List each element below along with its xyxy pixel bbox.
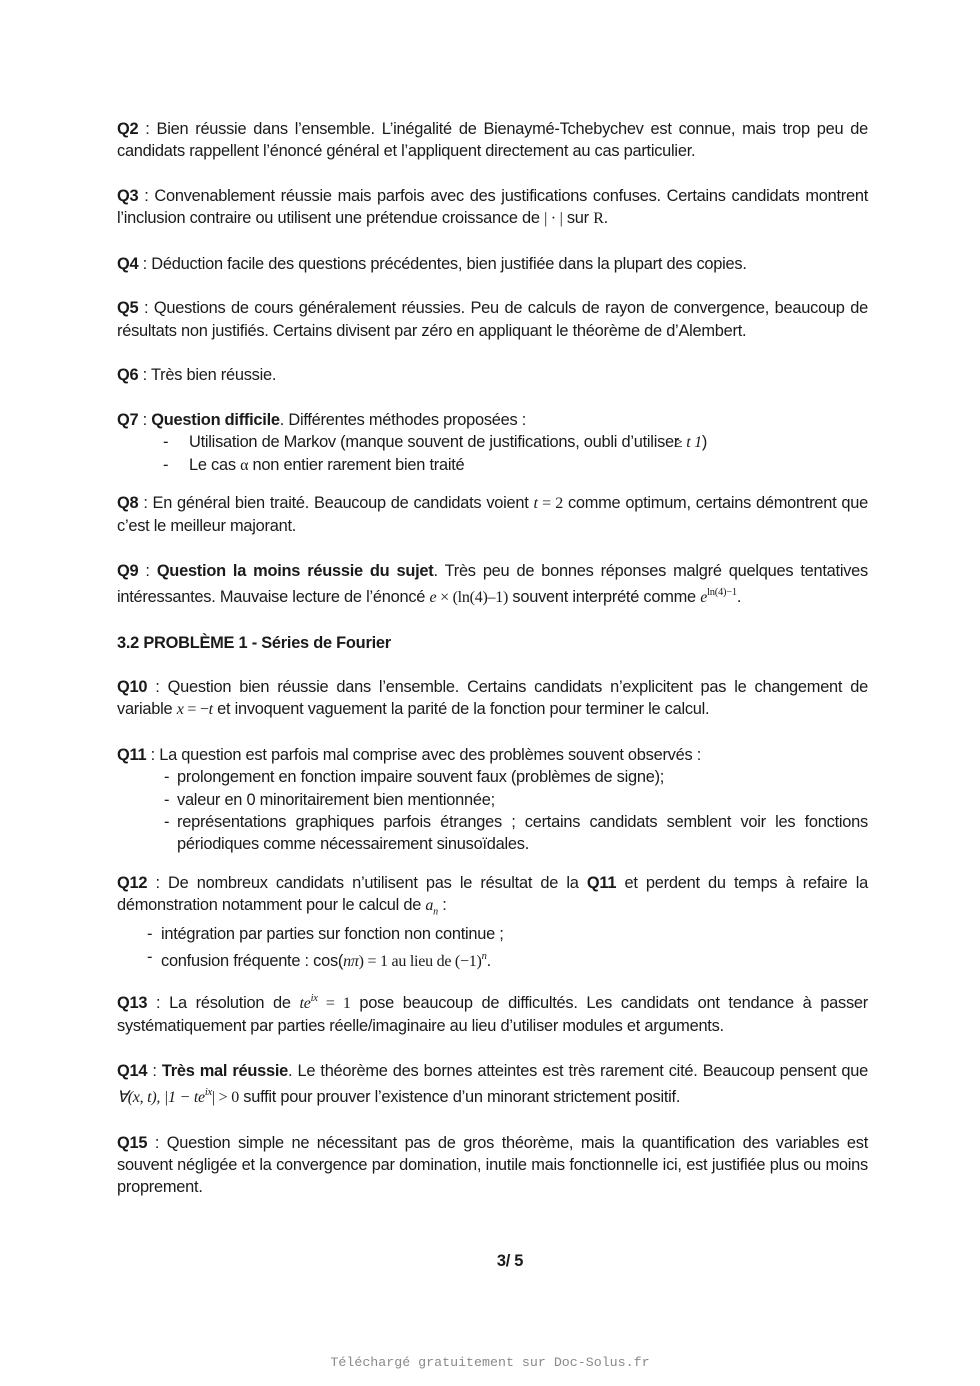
q9-bold: Question la moins réussie du sujet [156, 561, 434, 580]
q5-paragraph [117, 297, 868, 342]
q7-text: . Différentes méthodes proposées : [279, 410, 527, 429]
q13-end: pose beaucoup de difficultés. Les candidats ont tendance à passer systématiquement par parties réelle/imaginaire au lieu d’utiliser modules et arguments. [117, 993, 869, 1036]
dash-bullet: - [147, 947, 153, 966]
q5-text: : Questions de cours généralement réussies. Peu de calculs de rayon de convergence, beaucoup de résultats non justifiés. Certains divisent par zéro en appliquant le théorème de d’Alembert. [117, 299, 868, 340]
q9-end: . [736, 587, 742, 606]
q13-math: te [299, 994, 311, 1012]
q14-end: suffit pour prouver l’existence d’un minorant strictement positif. [238, 1088, 681, 1107]
q9-label: Q9 [117, 561, 139, 580]
q10-math-x: x [176, 701, 184, 719]
q14-label: Q14 [117, 1061, 148, 1080]
dash-bullet: - [147, 925, 153, 944]
q7-sep: : [138, 410, 152, 429]
q7-list [117, 431, 868, 478]
q9-exponent: ln(4)−1 [707, 586, 737, 598]
q11-text: : La question est parfois mal comprise avec des problèmes souvent observés : [146, 746, 702, 765]
q14-paragraph [117, 1060, 868, 1110]
q3-abs-notation: | · | [544, 210, 563, 228]
q12-math-sub: n [433, 906, 438, 918]
q7-alpha: α [240, 457, 249, 475]
q3-text: : Convenablement réussie mais parfois avec des justifications confuses. Certains candidats montrent l’inclusion contraire ou utilisent une prétendue croissance de [117, 186, 868, 228]
q12-item-end: . [486, 951, 491, 970]
q4-label: Q4 [117, 254, 139, 273]
q9-after: souvent interprété comme [508, 587, 701, 606]
page-number: 3/ 5 [496, 1252, 524, 1270]
q10-end: et invoquent vaguement la parité de la fonction pour terminer le calcul. [212, 700, 710, 719]
dash-bullet: - [163, 456, 169, 475]
q7-item-text: Le cas [189, 456, 241, 475]
q9-math-e2: e [700, 588, 708, 606]
q7-list-item [117, 431, 868, 454]
q7-item-math: ≥ t 1 [673, 434, 702, 452]
q8-math-t: t [533, 494, 538, 512]
q12-end: : [437, 895, 447, 914]
q9-math-e: e [429, 588, 437, 606]
q2-label: Q2 [117, 120, 139, 138]
q11-list-item [117, 789, 868, 811]
q12-item-text: confusion fréquente : cos( [161, 951, 344, 970]
q9-math: × (ln(4)–1) [436, 588, 509, 606]
dash-bullet: - [164, 768, 170, 787]
q7-label: Q7 [117, 410, 139, 429]
q6-text: : Très bien réussie. [138, 366, 277, 385]
q12-list-item [117, 923, 868, 945]
q15-text: : Question simple ne nécessitant pas de gros théorème, mais la quantification des variables est souvent négligée et la convergence par domination, inutile mais fonctionnelle ici, est justifiée plus ou moins proprement. [117, 1133, 868, 1197]
q14-bold: Très mal réussie [161, 1061, 289, 1080]
q8-end: comme optimum, certains démontrent que c’est le meilleur majorant. [117, 493, 868, 536]
q7-item-end: ) [701, 433, 708, 452]
q11-paragraph [117, 744, 868, 855]
q11-item-text: représentations graphiques parfois étranges ; certains candidats semblent voir les fonctions périodiques comme nécessairement sinusoïdales. [177, 812, 868, 854]
q4-text: : Déduction facile des questions précédentes, bien justifiée dans la plupart des copies. [138, 254, 747, 273]
q12-paragraph [117, 872, 868, 973]
dash-bullet: - [164, 812, 170, 831]
q14-text: . Le théorème des bornes atteintes est très rarement cité. Beaucoup pensent que [288, 1061, 869, 1080]
q15-label: Q15 [117, 1133, 148, 1152]
q10-math-t: t [208, 701, 213, 719]
q9-sep: : [138, 561, 157, 580]
q12-ref: Q11 [586, 873, 617, 892]
q3-end: . [603, 209, 608, 228]
q11-label: Q11 [117, 746, 147, 765]
dash-bullet: - [164, 790, 170, 809]
q12-text: : De nombreux candidats n’utilisent pas le résultat de la [147, 873, 587, 892]
q12-item-math: nπ [343, 952, 359, 970]
q14-sup: ix [204, 1087, 212, 1099]
q12-item-after: ) = 1 au lieu de (−1) [358, 952, 482, 970]
dash-bullet: - [163, 433, 169, 452]
q10-paragraph [117, 676, 868, 722]
q5-label: Q5 [117, 299, 139, 318]
q9-text: . Très peu de bonnes réponses malgré quelques tentatives intéressantes. Mauvaise lecture de l’énoncé [117, 561, 868, 606]
q11-list [117, 766, 868, 855]
q3-paragraph [117, 185, 868, 231]
q12-label: Q12 [117, 873, 148, 892]
section-title: 3.2 PROBLÈME 1 - Séries de Fourier [117, 633, 391, 652]
q11-item-text: valeur en 0 minoritairement bien mentionnée; [177, 790, 495, 809]
q10-text: : Question bien réussie dans l’ensemble. Certains candidats n’explicitent pas le changement de variable [117, 678, 868, 719]
q7-item-end: non entier rarement bien traité [248, 456, 465, 475]
q12-list-item [117, 946, 868, 973]
q14-math: ∀(x, t), |1 − te [117, 1089, 205, 1107]
q3-after: sur [562, 209, 594, 228]
q6-paragraph [117, 364, 868, 386]
document-body [117, 118, 868, 1221]
q10-math: = − [183, 701, 209, 719]
q3-reals: R [593, 210, 604, 228]
q12-item-text: intégration par parties sur fonction non continue ; [161, 925, 504, 944]
q8-math-value: = 2 [537, 494, 563, 512]
q7-item-text: Utilisation de Markov (manque souvent de justifications, oubli d’utilise [189, 433, 674, 452]
q7-bold: Question difficile [151, 410, 280, 429]
q11-list-item [117, 811, 868, 856]
q7-list-item [117, 454, 868, 477]
q15-paragraph [117, 1132, 868, 1199]
q7-paragraph [117, 409, 868, 478]
q13-paragraph [117, 988, 868, 1038]
q3-label: Q3 [117, 186, 139, 205]
q4-paragraph [117, 253, 868, 275]
footer-watermark: Téléchargé gratuitement sur Doc-Solus.fr [330, 1355, 650, 1370]
q12-after: et perdent du temps à refaire la démonstration notamment pour le calcul de [117, 873, 868, 914]
q8-label: Q8 [117, 493, 139, 512]
q2-text: : Bien réussie dans l’ensemble. L’inégalité de Bienaymé-Tchebychev est connue, mais trop peu de candidats rappellent l’énoncé général et l’appliquent directement au cas particulier. [117, 120, 868, 161]
q12-item-sup: n [481, 950, 487, 962]
q12-list [117, 923, 868, 973]
q14-math2: | > 0 [211, 1089, 239, 1107]
q8-paragraph [117, 492, 868, 538]
q13-math2: = 1 [317, 994, 351, 1012]
q12-math-a: a [425, 896, 434, 914]
q13-sup: ix [310, 992, 318, 1004]
q2-paragraph [117, 118, 868, 163]
q14-sep: : [147, 1061, 162, 1080]
q13-text: : La résolution de [147, 993, 300, 1012]
q11-list-item [117, 766, 868, 788]
q11-item-text: prolongement en fonction impaire souvent faux (problèmes de signe); [177, 768, 665, 787]
q10-label: Q10 [117, 678, 148, 697]
q6-label: Q6 [117, 366, 139, 385]
q9-paragraph [117, 560, 868, 610]
q8-text: : En général bien traité. Beaucoup de candidats voient [138, 493, 534, 512]
q13-label: Q13 [117, 993, 148, 1012]
